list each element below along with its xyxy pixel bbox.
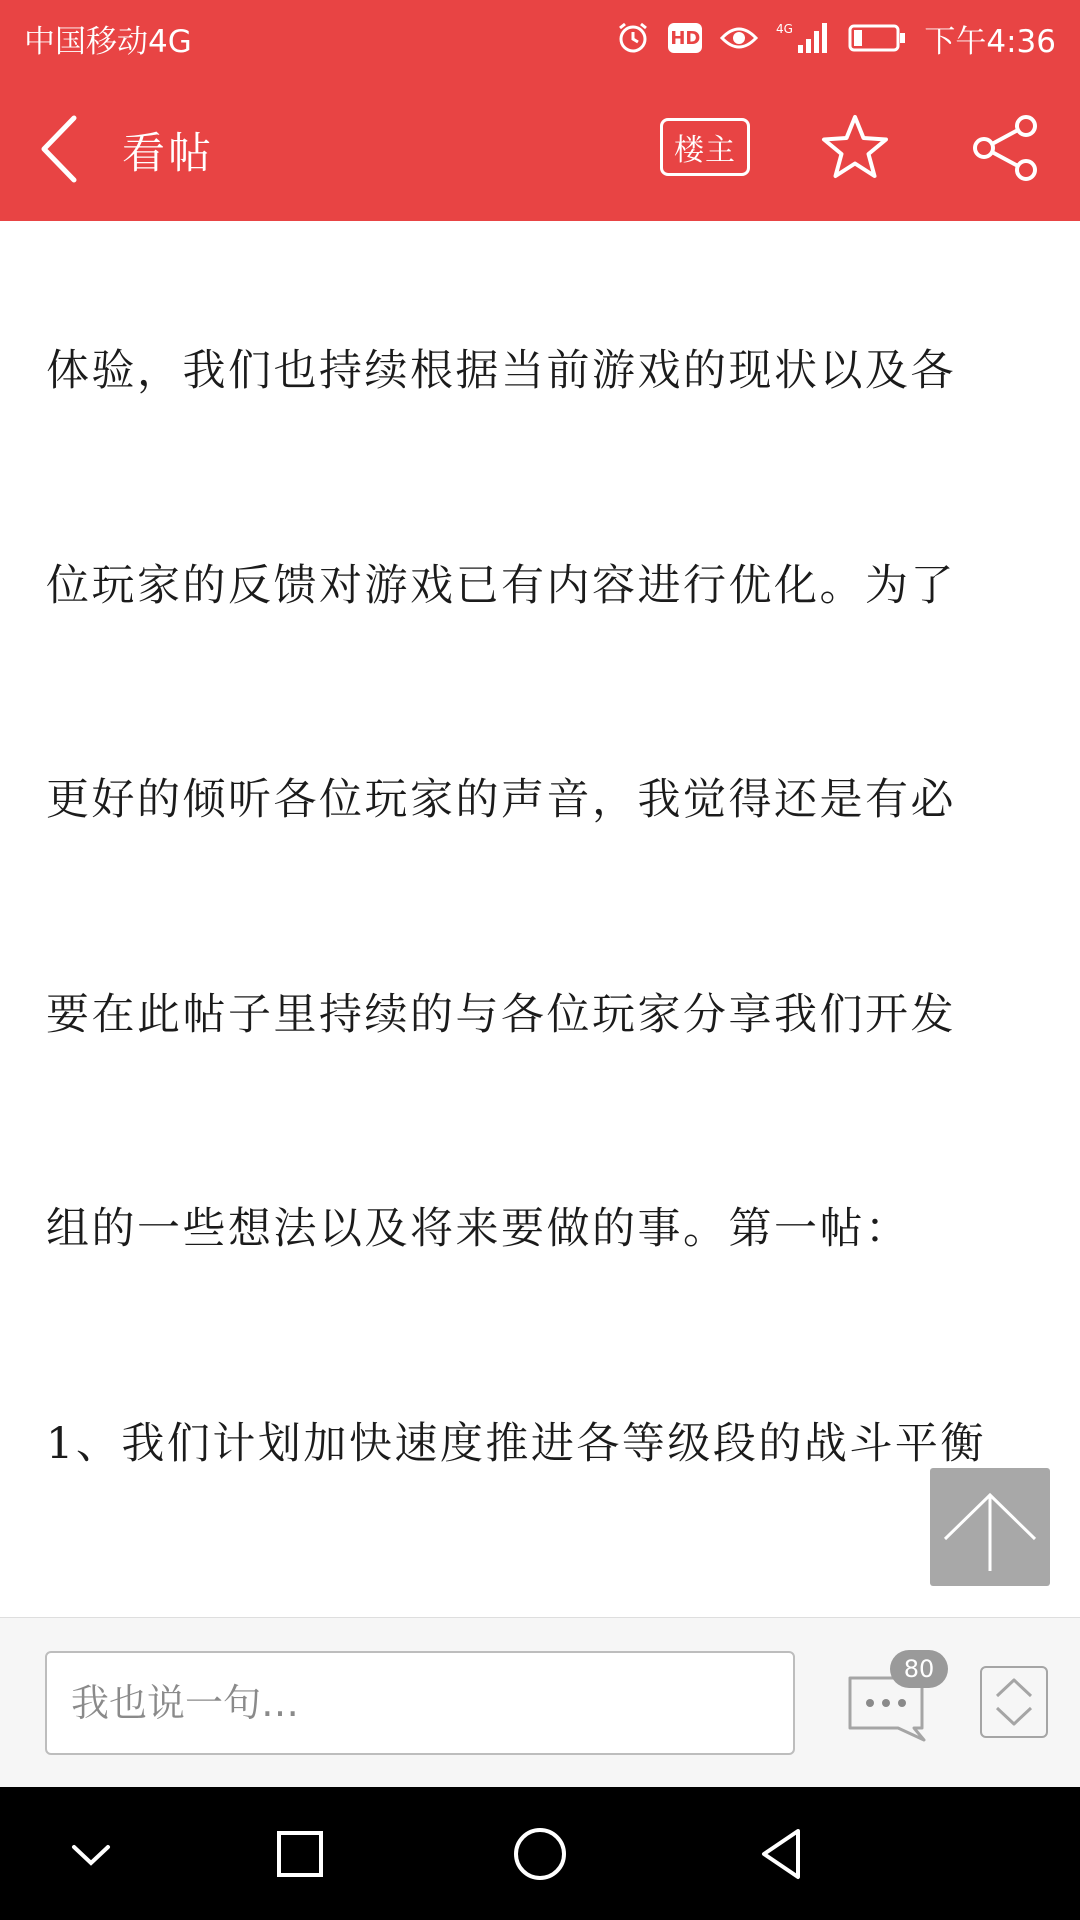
collapse-nav-button[interactable] — [58, 1821, 124, 1887]
chevron-up-down-icon — [991, 1674, 1037, 1730]
system-back-button[interactable] — [750, 1821, 816, 1887]
post-line: 体验，我们也持续根据当前游戏的现状以及各 — [46, 346, 956, 396]
reply-bar — [0, 1617, 1080, 1787]
top-nav-bar — [0, 76, 1080, 221]
only-op-button[interactable]: 楼主 — [660, 118, 750, 176]
arrow-up-icon — [935, 1477, 1045, 1577]
post-content-area[interactable] — [0, 221, 1080, 1617]
reply-input[interactable] — [45, 1651, 795, 1755]
status-icons — [616, 16, 1056, 61]
alarm-icon — [616, 21, 650, 55]
hd-icon: HD — [668, 23, 702, 53]
comment-count-badge: 80 — [890, 1650, 948, 1688]
post-line: 位玩家的反馈对游戏已有内容进行优化。为了 — [46, 560, 956, 611]
scroll-to-top-button[interactable] — [930, 1468, 1050, 1586]
signal-icon — [776, 21, 830, 55]
recents-button[interactable] — [267, 1821, 333, 1887]
post-line: 更好的倾听各位玩家的声音，我觉得还是有必 — [46, 775, 956, 825]
carrier-label: 中国移动4G — [24, 23, 192, 60]
back-button[interactable] — [34, 112, 90, 186]
post-line: 组的一些想法以及将来要做的事。第一帖： — [46, 1204, 911, 1254]
post-line: 要在此帖子里持续的与各位玩家分享我们开发 — [46, 989, 956, 1040]
favorite-button[interactable] — [820, 112, 890, 182]
share-button[interactable] — [970, 114, 1040, 182]
page-title: 看帖 — [122, 129, 214, 179]
svg-text:4G: 4G — [776, 22, 794, 36]
chevron-down-icon — [58, 1821, 124, 1887]
system-nav-bar — [0, 1787, 1080, 1920]
battery-icon — [848, 23, 906, 53]
back-triangle-icon — [750, 1821, 816, 1887]
post-line: 1、我们计划加快速度推进各等级段的战斗平衡 — [46, 1418, 986, 1469]
home-icon — [507, 1821, 573, 1887]
star-icon — [820, 112, 890, 182]
back-icon — [34, 112, 90, 186]
share-icon — [970, 114, 1040, 182]
clock-label: 下午4:36 — [924, 23, 1056, 60]
recents-icon — [267, 1821, 333, 1887]
post-body — [46, 221, 1036, 1617]
eye-icon — [720, 24, 758, 52]
home-button[interactable] — [507, 1821, 573, 1887]
status-bar — [0, 0, 1080, 76]
page-jump-button[interactable] — [980, 1666, 1048, 1738]
